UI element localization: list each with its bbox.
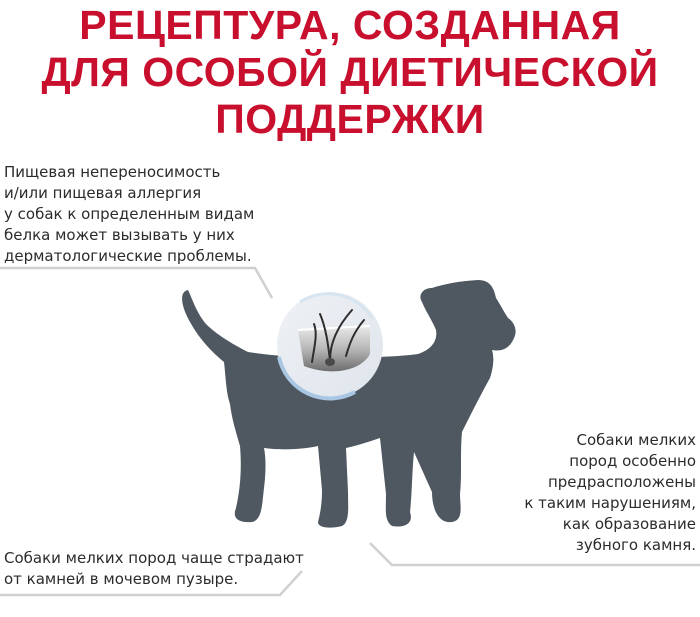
note-teeth-line: предрасположены — [547, 473, 696, 491]
note-skin — [4, 162, 254, 267]
note-skin-line: белка может вызывать у них — [4, 226, 235, 244]
note-teeth — [524, 430, 696, 556]
note-skin-line: у собак к определенным видам — [4, 205, 255, 223]
title-line-2: ДЛЯ ОСОБОЙ ДИЕТИЧЕСКОЙ — [41, 49, 659, 95]
pointer-skin — [0, 268, 272, 298]
note-teeth-line: к таким нарушениям, — [524, 494, 696, 512]
note-skin-line: Пищевая непереносимость — [4, 163, 221, 181]
title-line-1: РЕЦЕПТУРА, СОЗДАННАЯ — [79, 2, 621, 48]
note-bladder-line: Собаки мелких пород чаще страдают — [4, 549, 304, 567]
note-teeth-line: пород особенно — [569, 452, 696, 470]
note-bladder — [4, 548, 304, 590]
skin-section-icon — [277, 292, 383, 398]
note-skin-line: и/или пищевая аллергия — [4, 184, 202, 202]
note-teeth-line: как образование — [562, 515, 696, 533]
note-bladder-line: от камней в мочевом пузыре. — [4, 570, 239, 588]
note-teeth-line: Собаки мелких — [576, 431, 696, 449]
note-teeth-line: зубного камня. — [575, 536, 696, 554]
note-skin-line: дерматологические проблемы. — [4, 247, 252, 265]
title-line-3: ПОДДЕРЖКИ — [215, 96, 485, 142]
